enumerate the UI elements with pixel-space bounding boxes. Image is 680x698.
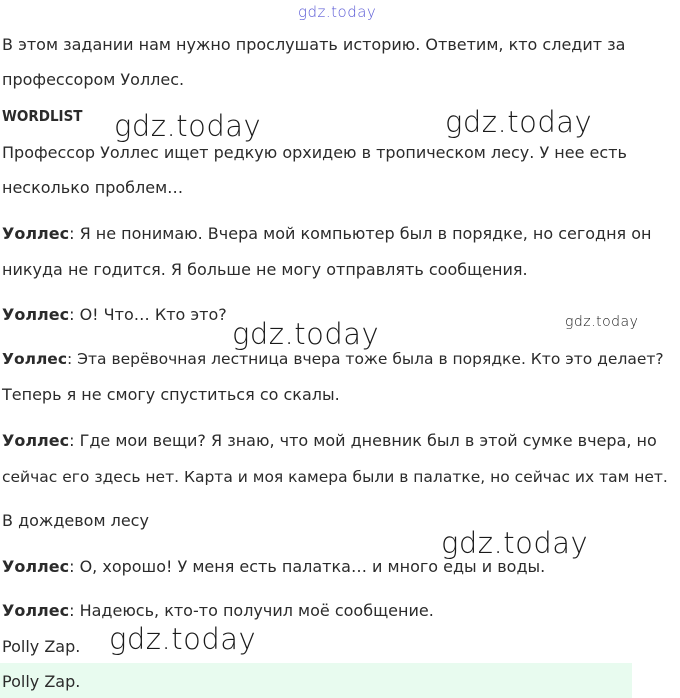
text-line: Polly Zap. (2, 637, 81, 656)
watermark: gdz.today (114, 109, 262, 143)
speaker-name: Уоллес (2, 350, 68, 368)
answer-highlight (0, 663, 632, 698)
text-line: несколько проблем… (2, 178, 184, 197)
text-line: Теперь я не смогу спуститься со скалы. (2, 385, 340, 404)
text-line: В дождевом лесу (2, 511, 149, 530)
text-line: профессором Уоллес. (2, 70, 185, 89)
watermark: gdz.today (298, 3, 377, 21)
dialogue-line: Уоллес: О! Что… Кто это? (2, 305, 227, 324)
wordlist-heading: WORDLIST (2, 107, 83, 125)
answer-line: Polly Zap. (2, 672, 81, 691)
speaker-name: Уоллес (2, 557, 70, 576)
text-line: сейчас его здесь нет. Карта и моя камера были в палатке, но сейчас их там нет. (2, 468, 668, 486)
watermark: gdz.today (441, 526, 589, 560)
speaker-name: Уоллес (2, 601, 70, 620)
speaker-name: Уоллес (2, 431, 70, 450)
speaker-name: Уоллес (2, 224, 70, 243)
dialogue-line: Уоллес: Где мои вещи? Я знаю, что мой дневник был в этой сумке вчера, но (2, 431, 657, 450)
text-line: В этом задании нам нужно прослушать историю. Ответим, кто следит за (2, 35, 626, 54)
text-line: никуда не годится. Я больше не могу отправлять сообщения. (2, 260, 528, 279)
dialogue-line: Уоллес: О, хорошо! У меня есть палатка… и много еды и воды. (2, 557, 546, 576)
watermark: gdz.today (565, 314, 639, 330)
dialogue-line: Уоллес: Я не понимаю. Вчера мой компьютер был в порядке, но сегодня он (2, 224, 652, 243)
watermark: gdz.today (445, 105, 593, 139)
dialogue-line: Уоллес: Эта верёвочная лестница вчера тоже была в порядке. Кто это делает? (2, 350, 664, 368)
text-line: Профессор Уоллес ищет редкую орхидею в тропическом лесу. У нее есть (2, 143, 627, 162)
watermark: gdz.today (232, 317, 380, 351)
speaker-name: Уоллес (2, 305, 70, 324)
dialogue-line: Уоллес: Надеюсь, кто-то получил моё сообщение. (2, 601, 434, 620)
watermark: gdz.today (109, 622, 257, 656)
